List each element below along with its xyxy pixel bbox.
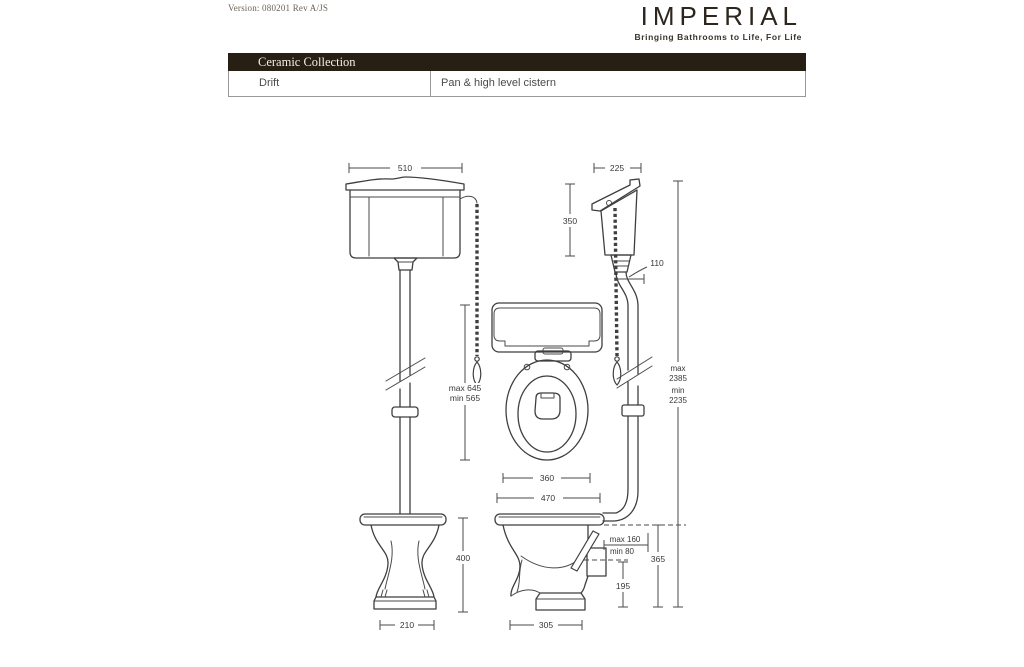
dim-seat-width [503,471,590,484]
table-header-collection: Ceramic Collection [228,53,806,71]
svg-text:2385: 2385 [669,374,687,383]
svg-text:510: 510 [397,163,413,173]
dim-pan-width [497,491,600,504]
svg-text:max: max [670,364,686,373]
product-description-cell: Pan & high level cistern [441,77,556,89]
svg-text:min: min [671,386,685,395]
dim-base-width [380,618,434,631]
plan-view [492,303,602,460]
dim-inlet-height [645,525,671,607]
brand-block [500,2,802,42]
svg-text:210: 210 [399,620,415,630]
svg-text:360: 360 [539,473,555,483]
dim-chain-drop [444,305,486,460]
technical-drawing [330,140,710,660]
product-table [228,53,806,97]
svg-text:max 645: max 645 [448,383,482,393]
svg-text:305: 305 [538,620,554,630]
dim-overall-height [663,181,694,607]
dim-cistern-height [557,184,583,256]
version-label: Version: 080201 Rev A/JS [228,3,329,13]
svg-text:max 160: max 160 [609,535,641,544]
table-row [228,71,806,97]
svg-text:195: 195 [615,581,631,591]
brand-tagline: Bringing Bathrooms to Life, For Life [634,32,802,42]
side-view [495,179,686,610]
svg-text:350: 350 [562,216,578,226]
dim-pan-height [450,518,476,612]
svg-text:225: 225 [609,163,625,173]
svg-text:2235: 2235 [669,396,687,405]
dim-outlet-centre-height [611,562,635,607]
dim-cistern-width [349,161,462,174]
svg-text:min 80: min 80 [609,547,635,556]
dim-cistern-depth [594,161,641,174]
svg-text:470: 470 [540,493,556,503]
brand-logo: IMPERIAL [640,1,802,31]
svg-text:110: 110 [650,258,664,268]
svg-text:365: 365 [650,554,666,564]
svg-text:400: 400 [455,553,471,563]
product-name-cell: Drift [229,71,431,96]
svg-text:min 565: min 565 [449,393,481,403]
dim-base-depth [510,618,582,631]
dim-outlet-range [604,533,648,556]
dim-pipe-offset [615,258,664,284]
